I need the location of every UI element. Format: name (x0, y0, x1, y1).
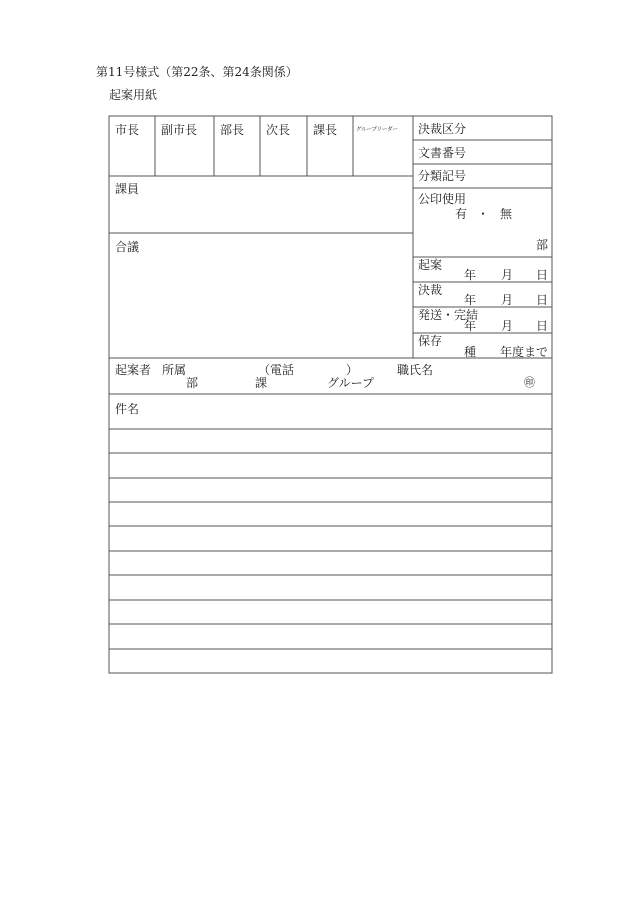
drafted-month: 月 (501, 268, 514, 282)
consultation-label: 合議 (115, 240, 140, 254)
retention-type: 種 (464, 345, 477, 359)
decided-month: 月 (501, 293, 514, 307)
decided-day: 日 (536, 293, 549, 307)
drafted-label: 起案 (418, 258, 443, 272)
drafted-year: 年 (464, 268, 477, 282)
classification-code-label: 分類記号 (418, 169, 467, 183)
approval-director: 部長 (220, 123, 245, 137)
seal-separator: ・ (477, 207, 490, 221)
drafter-department: 部 (186, 376, 199, 390)
decided-label: 決裁 (418, 283, 443, 297)
subject-label: 件名 (115, 402, 140, 416)
sent-day: 日 (536, 319, 549, 333)
sent-year: 年 (464, 319, 477, 333)
drafter-name-label: 職氏名 (397, 363, 434, 377)
drafted-day: 日 (536, 268, 549, 282)
drafter-section: 課 (255, 376, 268, 390)
retention-label: 保存 (418, 334, 443, 348)
retention-until: 年度まで (500, 345, 549, 359)
form-title: 起案用紙 (109, 88, 158, 102)
approval-deputy-mayor: 副市長 (161, 123, 198, 137)
sent-month: 月 (501, 319, 514, 333)
document-number-label: 文書番号 (418, 146, 467, 160)
approval-group-leader: グループリーダー (356, 127, 398, 133)
approval-section-chief: 課長 (313, 123, 338, 137)
approval-deputy-director: 次長 (266, 123, 291, 137)
drafter-group: グループ (327, 376, 375, 390)
drafter-label: 起案者 (115, 363, 152, 377)
sent-completed-label: 発送・完結 (418, 308, 479, 322)
staff-label: 課員 (115, 182, 140, 196)
form-number: 第11号様式（第22条、第24条関係） (96, 65, 298, 79)
drafter-phone-open: （電話 (258, 363, 295, 377)
decided-year: 年 (464, 293, 477, 307)
approval-mayor: 市長 (115, 123, 140, 137)
seal-mark: ㊞ (524, 376, 535, 389)
seal-count-unit: 部 (536, 238, 549, 252)
official-seal-label: 公印使用 (418, 192, 467, 206)
decision-category-label: 決裁区分 (418, 122, 467, 136)
drafter-phone-close: ） (346, 363, 359, 377)
seal-yes: 有 (455, 207, 468, 221)
drafter-affiliation: 所属 (162, 363, 187, 377)
seal-no: 無 (500, 207, 513, 221)
